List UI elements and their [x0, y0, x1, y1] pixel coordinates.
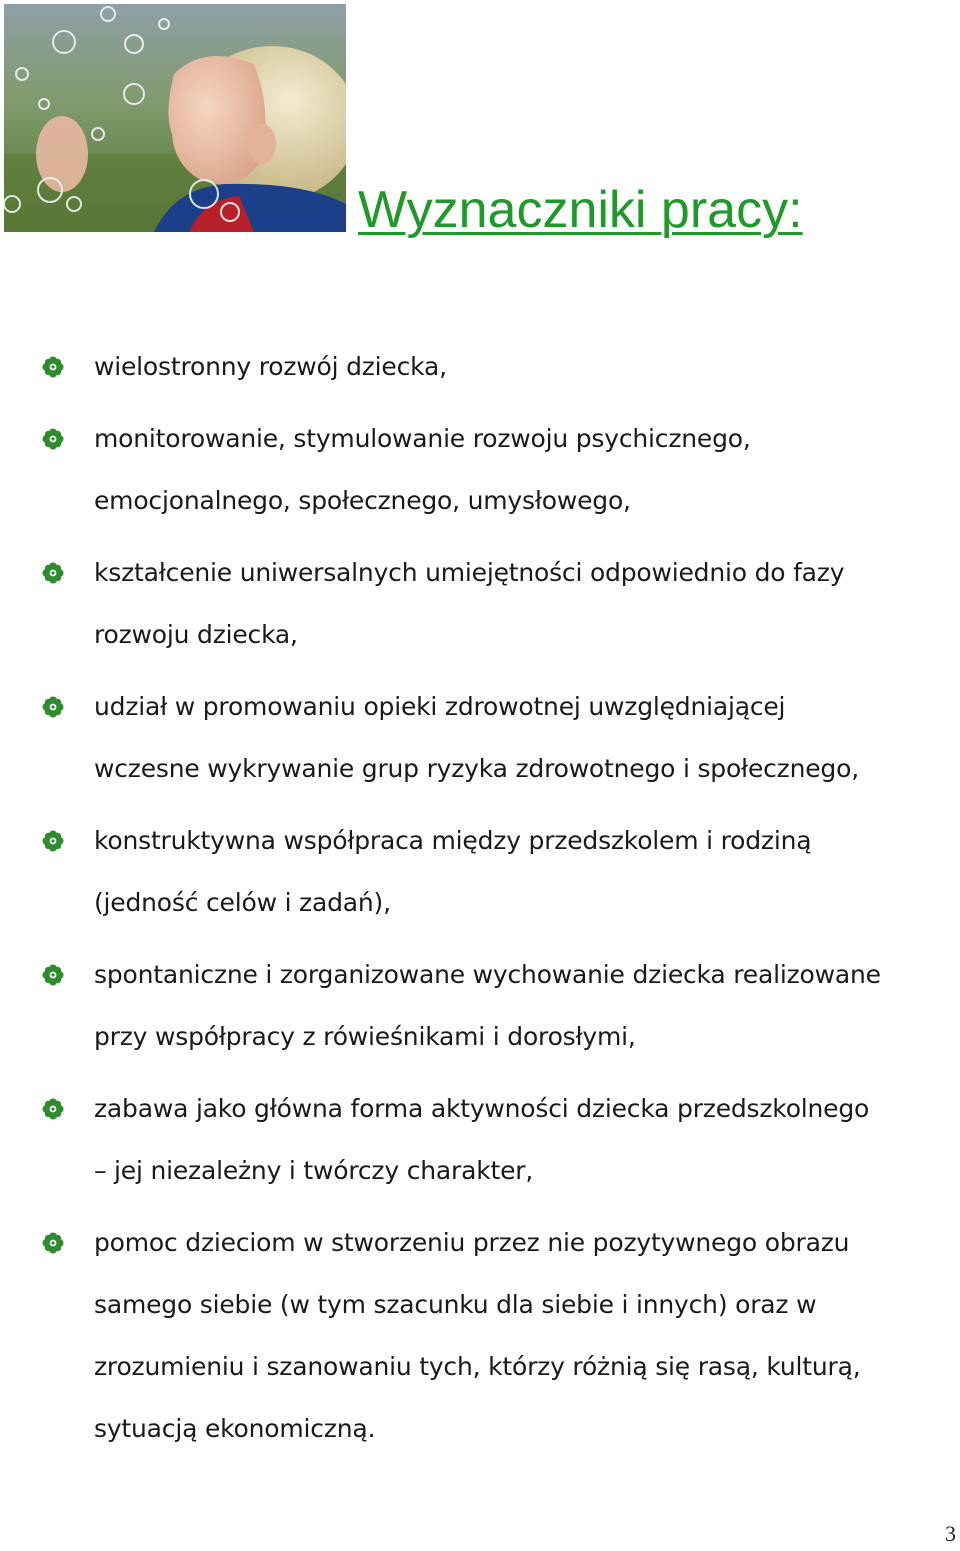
list-item-line: sytuacją ekonomiczną. [94, 1414, 376, 1443]
list-item-line: kształcenie uniwersalnych umiejętności odpowiednio do fazy [94, 558, 845, 587]
flower-bullet-icon [42, 428, 64, 450]
flower-bullet-icon [42, 356, 64, 378]
list-item [94, 1212, 954, 1460]
list-item [94, 676, 954, 800]
list-item-line: samego siebie (w tym szacunku dla siebie i innych) oraz w [94, 1290, 817, 1319]
list-item-line: pomoc dzieciom w stworzeniu przez nie pozytywnego obrazu [94, 1228, 850, 1257]
list-item [94, 810, 954, 934]
page-title: Wyznaczniki pracy: [358, 181, 803, 239]
list-item [94, 336, 954, 398]
list-item-line: udział w promowaniu opieki zdrowotnej uwzględniającej [94, 692, 786, 721]
list-item-line: zrozumieniu i szanowaniu tych, którzy różnią się rasą, kulturą, [94, 1352, 861, 1381]
list-item-line: konstruktywna współpraca między przedszkolem i rodziną [94, 826, 812, 855]
flower-bullet-icon [42, 964, 64, 986]
list-item-line: zabawa jako główna forma aktywności dziecka przedszkolnego [94, 1094, 870, 1123]
list-item-line: przy współpracy z rówieśnikami i dorosłymi, [94, 1022, 636, 1051]
list-item-line: wielostronny rozwój dziecka, [94, 352, 447, 381]
list-item-line: monitorowanie, stymulowanie rozwoju psychicznego, [94, 424, 751, 453]
child-with-soap-bubbles-photo [4, 4, 346, 232]
list-item-line: rozwoju dziecka, [94, 620, 298, 649]
list-item-line: (jedność celów i zadań), [94, 888, 391, 917]
list-item [94, 408, 954, 532]
list-item-line: – jej niezależny i twórczy charakter, [94, 1156, 534, 1185]
list-item-line: spontaniczne i zorganizowane wychowanie dziecka realizowane [94, 960, 881, 989]
flower-bullet-icon [42, 1232, 64, 1254]
list-item [94, 944, 954, 1068]
list-item-line: emocjonalnego, społecznego, umysłowego, [94, 486, 631, 515]
page-number: 3 [945, 1521, 956, 1546]
flower-bullet-icon [42, 696, 64, 718]
flower-bullet-icon [42, 562, 64, 584]
flower-bullet-icon [42, 1098, 64, 1120]
list-item [94, 542, 954, 666]
list-item-line: wczesne wykrywanie grup ryzyka zdrowotnego i społecznego, [94, 754, 859, 783]
flower-bullet-icon [42, 830, 64, 852]
list-item [94, 1078, 954, 1202]
